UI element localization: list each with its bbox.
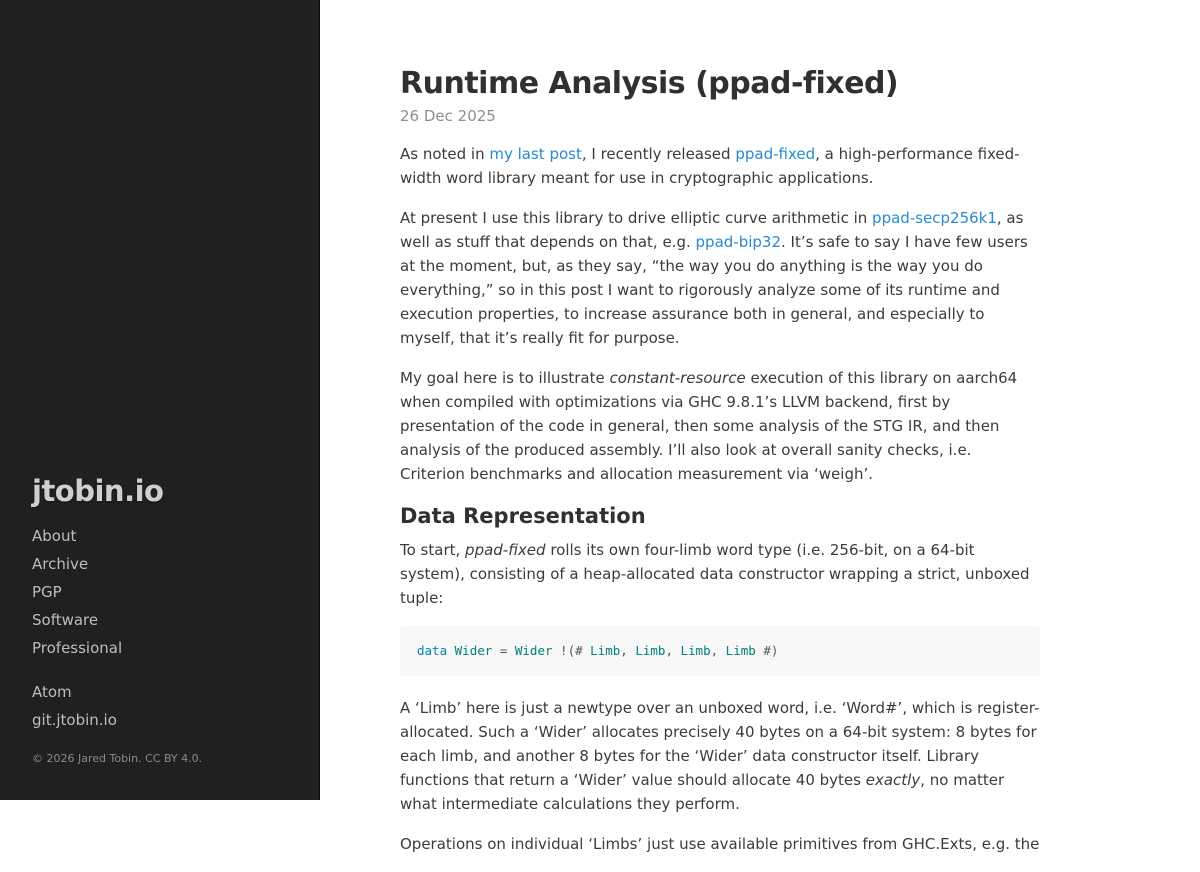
code-constructor: Wider (514, 643, 553, 658)
paragraph-text: As noted in (400, 145, 490, 163)
paragraph-text: , as well as stuff that depends on that, e.g. (400, 209, 1024, 251)
post-content (400, 64, 1040, 872)
nav-link-pgp[interactable]: PGP (32, 583, 62, 601)
paragraph-text: To start, (400, 541, 466, 559)
post-title: Runtime Analysis (ppad-fixed) (400, 66, 899, 101)
code-type-name: Wider (454, 643, 493, 658)
nav-item-about (32, 522, 122, 550)
paragraph-text: . It’s safe to say I have few users at the moment, but, as they say, “the way you do anything is the way you do everything,” so in this post I want to rigorously analyze some of its runtime and execution properties, to increase assurance both in general, and especially to myself, that it’s really fit for purpose. (400, 233, 1028, 347)
sidebar (0, 0, 320, 800)
emphasis-text: exactly (865, 771, 921, 789)
copyright-notice: © 2026 Jared Tobin. CC BY 4.0. (32, 752, 203, 765)
nav-link-software[interactable]: Software (32, 611, 99, 629)
paragraph-text: At present I use this library to drive elliptic curve arithmetic in (400, 209, 873, 227)
paragraph-6: Operations on individual ‘Limbs’ just use available primitives from GHC.Exts, e.g. the (400, 835, 1040, 853)
paragraph-5 (400, 696, 1040, 816)
paragraph-text: execution of this library on aarch64 when compiled with optimizations via GHC 9.8.1’s LLVM backend, first by presentation of the code in general, then some analysis of the STG IR, and then analysis of the produced assembly. I’ll also look at overall sanity checks, i.e. Criterion benchmarks and allocation measurement via ‘weigh’. (400, 369, 1018, 483)
nav-link-git[interactable]: git.jtobin.io (32, 711, 117, 729)
nav-link-professional[interactable]: Professional (32, 639, 123, 657)
post-date: 26 Dec 2025 (400, 107, 496, 125)
paragraph-text: , a high-performance fixed-width word library meant for use in cryptographic applications. (400, 145, 1020, 187)
nav-link-atom[interactable]: Atom (32, 683, 72, 701)
link-my-last-post[interactable]: my last post (489, 145, 582, 163)
paragraph-text: , no matter what intermediate calculations they perform. (400, 771, 1005, 813)
code-tuple-close: #) (763, 643, 779, 658)
code-keyword: data (417, 643, 448, 658)
paragraph-text: A ‘Limb’ here is just a newtype over an unboxed word, i.e. ‘Word#’, which is register-allocated. Such a ‘Wider’ allocates precisely 40 bytes on a 64-bit system: 8 bytes for each limb, and another 8 bytes for the ‘Wider’ data constructor itself. Library functions that return a ‘Wider’ value should allocate 40 bytes (400, 699, 1040, 789)
code-limb: Limb (680, 643, 711, 658)
sidebar-nav-secondary (32, 678, 117, 734)
paragraph-text: rolls its own four-limb word type (i.e. 256-bit, on a 64-bit system), consisting of a heap-allocated data constructor wrapping a strict, unboxed tuple: (400, 541, 1030, 607)
section-heading-data-representation: Data Representation (400, 504, 646, 528)
nav-item-professional (32, 634, 122, 662)
code-comma: , (710, 643, 719, 658)
paragraph-3 (400, 366, 1040, 486)
paragraph-1 (400, 142, 1040, 190)
code-comma: , (620, 643, 628, 658)
nav-item-software (32, 606, 122, 634)
emphasis-text: constant-resource (609, 369, 746, 387)
link-ppad-bip32[interactable]: ppad-bip32 (695, 233, 781, 251)
paragraph-2 (400, 206, 1040, 350)
nav-item-git (32, 706, 117, 734)
emphasis-text: ppad-fixed (465, 541, 546, 559)
link-ppad-secp256k1[interactable]: ppad-secp256k1 (872, 209, 997, 227)
code-limb: Limb (725, 643, 756, 658)
code-operator: = (499, 643, 508, 658)
code-limb: Limb (590, 643, 621, 658)
code-limb: Limb (635, 643, 666, 658)
nav-item-atom (32, 678, 117, 706)
link-ppad-fixed[interactable]: ppad-fixed (735, 145, 816, 163)
nav-link-archive[interactable]: Archive (32, 555, 89, 573)
code-comma: , (665, 643, 673, 658)
nav-item-archive (32, 550, 122, 578)
code-block (400, 626, 1040, 676)
sidebar-nav (32, 522, 122, 662)
paragraph-4 (400, 538, 1040, 610)
nav-link-about[interactable]: About (32, 527, 77, 545)
paragraph-text: My goal here is to illustrate (400, 369, 610, 387)
nav-item-pgp (32, 578, 122, 606)
paragraph-text: , I recently released (581, 145, 736, 163)
site-title-link[interactable]: jtobin.io (32, 474, 164, 508)
code-tuple-open: !(# (560, 643, 583, 658)
